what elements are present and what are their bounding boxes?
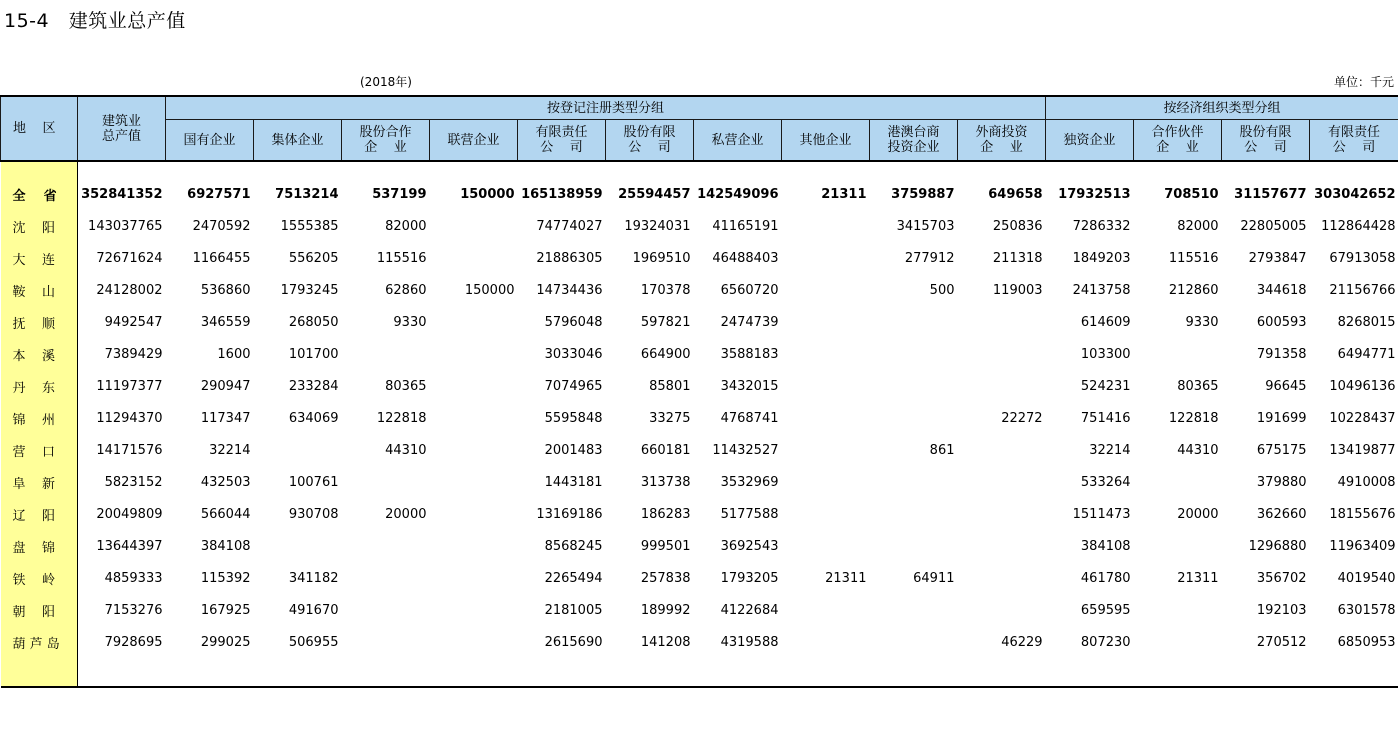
value-cell: 212860 xyxy=(1168,282,1219,298)
value-cell: 664900 xyxy=(640,346,691,362)
value-cell: 80365 xyxy=(1177,378,1219,394)
value-cell: 141208 xyxy=(640,634,691,650)
value-cell: 9330 xyxy=(393,314,427,330)
value-cell xyxy=(430,498,518,530)
region-name: 沈 阳 xyxy=(1,210,78,242)
value-cell: 72671624 xyxy=(96,250,163,266)
value-cell: 11432527 xyxy=(712,442,779,458)
value-cell: 524231 xyxy=(1080,378,1131,394)
value-cell: 2265494 xyxy=(544,570,603,586)
value-cell xyxy=(254,434,342,466)
value-cell xyxy=(1134,530,1222,562)
value-cell: 7513214 xyxy=(275,186,339,202)
value-cell: 491670 xyxy=(288,602,339,618)
value-cell xyxy=(342,562,430,594)
region-name: 辽 阳 xyxy=(1,498,78,530)
total-output-header: 建筑业 总产值 xyxy=(78,96,166,161)
value-cell xyxy=(254,530,342,562)
value-cell: 6927571 xyxy=(187,186,251,202)
value-cell: 675175 xyxy=(1256,442,1307,458)
value-cell: 930708 xyxy=(288,506,339,522)
value-cell: 67913058 xyxy=(1329,250,1396,266)
value-cell: 384108 xyxy=(200,538,251,554)
table-row xyxy=(1,466,1398,498)
value-cell: 461780 xyxy=(1080,570,1131,586)
value-cell: 5595848 xyxy=(544,410,603,426)
value-cell: 21886305 xyxy=(536,250,603,266)
value-cell: 46229 xyxy=(1001,634,1043,650)
value-cell xyxy=(430,370,518,402)
value-cell: 117347 xyxy=(200,410,251,426)
value-cell xyxy=(782,626,870,658)
value-cell xyxy=(430,562,518,594)
value-cell: 1969510 xyxy=(632,250,691,266)
value-cell: 566044 xyxy=(200,506,251,522)
value-cell: 861 xyxy=(929,442,955,458)
value-cell: 233284 xyxy=(288,378,339,394)
value-cell xyxy=(958,370,1046,402)
value-cell: 7928695 xyxy=(104,634,163,650)
value-cell xyxy=(1134,594,1222,626)
value-cell xyxy=(782,274,870,306)
region-name: 营 口 xyxy=(1,434,78,466)
registration-col-header: 联营企业 xyxy=(430,120,518,162)
value-cell: 74774027 xyxy=(536,218,603,234)
value-cell: 3692543 xyxy=(720,538,779,554)
value-cell: 62860 xyxy=(385,282,427,298)
value-cell: 313738 xyxy=(640,474,691,490)
economic-group-header: 按经济组织类型分组 xyxy=(1046,96,1398,120)
value-cell: 2474739 xyxy=(720,314,779,330)
year-note: (2018年) xyxy=(360,75,412,89)
value-cell: 1849203 xyxy=(1072,250,1131,266)
value-cell: 44310 xyxy=(1177,442,1219,458)
value-cell xyxy=(870,402,958,434)
value-cell xyxy=(870,530,958,562)
value-cell xyxy=(958,562,1046,594)
value-cell: 20049809 xyxy=(96,506,163,522)
table-row xyxy=(1,274,1398,306)
value-cell: 341182 xyxy=(288,570,339,586)
registration-col-header: 外商投资 企 业 xyxy=(958,120,1046,162)
value-cell: 32214 xyxy=(209,442,251,458)
value-cell: 2615690 xyxy=(544,634,603,650)
value-cell: 634069 xyxy=(288,410,339,426)
value-cell: 191699 xyxy=(1256,410,1307,426)
value-cell xyxy=(870,626,958,658)
value-cell xyxy=(782,242,870,274)
value-cell xyxy=(870,594,958,626)
value-cell: 268050 xyxy=(288,314,339,330)
value-cell: 186283 xyxy=(640,506,691,522)
registration-col-header: 其他企业 xyxy=(782,120,870,162)
value-cell: 3033046 xyxy=(544,346,603,362)
value-cell: 791358 xyxy=(1256,346,1307,362)
value-cell: 9330 xyxy=(1185,314,1219,330)
value-cell: 270512 xyxy=(1256,634,1307,650)
value-cell: 379880 xyxy=(1256,474,1307,490)
value-cell: 384108 xyxy=(1080,538,1131,554)
value-cell: 649658 xyxy=(988,186,1043,202)
value-cell: 119003 xyxy=(992,282,1043,298)
value-cell: 290947 xyxy=(200,378,251,394)
region-name: 全 省 xyxy=(1,178,78,210)
value-cell xyxy=(430,626,518,658)
value-cell xyxy=(782,402,870,434)
economic-col-header: 独资企业 xyxy=(1046,120,1134,162)
table-row xyxy=(1,242,1398,274)
value-cell: 3588183 xyxy=(720,346,779,362)
value-cell: 506955 xyxy=(288,634,339,650)
value-cell: 115516 xyxy=(1168,250,1219,266)
value-cell: 277912 xyxy=(904,250,955,266)
value-cell: 432503 xyxy=(200,474,251,490)
value-cell: 14734436 xyxy=(536,282,603,298)
value-cell: 3532969 xyxy=(720,474,779,490)
value-cell xyxy=(342,466,430,498)
value-cell: 659595 xyxy=(1080,602,1131,618)
region-name: 阜 新 xyxy=(1,466,78,498)
value-cell xyxy=(782,434,870,466)
region-name: 铁 岭 xyxy=(1,562,78,594)
spacer-row xyxy=(1,658,1398,687)
table-row xyxy=(1,306,1398,338)
registration-group-header: 按登记注册类型分组 xyxy=(166,96,1046,120)
value-cell: 22272 xyxy=(1001,410,1043,426)
value-cell: 170378 xyxy=(640,282,691,298)
value-cell: 1793245 xyxy=(280,282,339,298)
value-cell: 2413758 xyxy=(1072,282,1131,298)
value-cell: 1166455 xyxy=(192,250,251,266)
value-cell: 22805005 xyxy=(1240,218,1307,234)
value-cell: 21156766 xyxy=(1329,282,1396,298)
value-cell: 708510 xyxy=(1164,186,1219,202)
value-cell: 7074965 xyxy=(544,378,603,394)
value-cell: 352841352 xyxy=(81,186,163,202)
value-cell: 600593 xyxy=(1256,314,1307,330)
value-cell xyxy=(782,498,870,530)
spacer-row xyxy=(1,161,1398,178)
value-cell: 101700 xyxy=(288,346,339,362)
value-cell: 167925 xyxy=(200,602,251,618)
value-cell xyxy=(430,306,518,338)
value-cell: 346559 xyxy=(200,314,251,330)
value-cell: 6494771 xyxy=(1337,346,1396,362)
value-cell: 7153276 xyxy=(104,602,163,618)
value-cell: 142549096 xyxy=(697,186,779,202)
value-cell: 150000 xyxy=(460,186,515,202)
value-cell xyxy=(430,402,518,434)
value-cell: 362660 xyxy=(1256,506,1307,522)
value-cell xyxy=(342,594,430,626)
value-cell: 18155676 xyxy=(1329,506,1396,522)
value-cell: 10228437 xyxy=(1329,410,1396,426)
registration-col-header: 私营企业 xyxy=(694,120,782,162)
table-header xyxy=(1,96,1398,161)
value-cell: 21311 xyxy=(821,186,867,202)
value-cell: 115392 xyxy=(200,570,251,586)
region-name: 抚 顺 xyxy=(1,306,78,338)
value-cell: 537199 xyxy=(372,186,427,202)
value-cell xyxy=(958,594,1046,626)
value-cell: 82000 xyxy=(1177,218,1219,234)
value-cell: 13169186 xyxy=(536,506,603,522)
statistics-table xyxy=(0,95,1398,688)
table-row xyxy=(1,626,1398,658)
value-cell: 1555385 xyxy=(280,218,339,234)
table-row xyxy=(1,594,1398,626)
value-cell: 11294370 xyxy=(96,410,163,426)
value-cell: 189992 xyxy=(640,602,691,618)
value-cell: 143037765 xyxy=(88,218,163,234)
value-cell xyxy=(870,466,958,498)
value-cell: 21311 xyxy=(1177,570,1219,586)
region-name: 本 溪 xyxy=(1,338,78,370)
value-cell: 257838 xyxy=(640,570,691,586)
value-cell xyxy=(430,210,518,242)
registration-col-header: 国有企业 xyxy=(166,120,254,162)
value-cell: 1793205 xyxy=(720,570,779,586)
region-name: 大 连 xyxy=(1,242,78,274)
page-title: 15-4 建筑业总产值 xyxy=(4,10,186,32)
table-row xyxy=(1,562,1398,594)
value-cell: 4910008 xyxy=(1337,474,1396,490)
value-cell xyxy=(430,594,518,626)
value-cell xyxy=(430,466,518,498)
value-cell: 3415703 xyxy=(896,218,955,234)
value-cell: 4019540 xyxy=(1337,570,1396,586)
registration-col-header: 股份合作 企 业 xyxy=(342,120,430,162)
value-cell: 46488403 xyxy=(712,250,779,266)
value-cell: 4859333 xyxy=(104,570,163,586)
region-name: 锦 州 xyxy=(1,402,78,434)
value-cell: 5177588 xyxy=(720,506,779,522)
value-cell: 299025 xyxy=(200,634,251,650)
value-cell: 250836 xyxy=(992,218,1043,234)
unit-note: 单位：千元 xyxy=(1333,75,1394,89)
value-cell xyxy=(782,306,870,338)
region-header: 地 区 xyxy=(1,96,78,161)
table-row xyxy=(1,338,1398,370)
value-cell: 5823152 xyxy=(104,474,163,490)
value-cell: 751416 xyxy=(1080,410,1131,426)
value-cell: 192103 xyxy=(1256,602,1307,618)
value-cell: 533264 xyxy=(1080,474,1131,490)
economic-col-header: 合作伙伴 企 业 xyxy=(1134,120,1222,162)
value-cell: 41165191 xyxy=(712,218,779,234)
value-cell xyxy=(870,370,958,402)
subheader-row xyxy=(1,120,1398,162)
value-cell: 614609 xyxy=(1080,314,1131,330)
value-cell: 20000 xyxy=(385,506,427,522)
value-cell: 11197377 xyxy=(96,378,163,394)
value-cell xyxy=(958,466,1046,498)
value-cell: 11963409 xyxy=(1329,538,1396,554)
table-body xyxy=(1,161,1398,687)
value-cell: 807230 xyxy=(1080,634,1131,650)
registration-col-header: 集体企业 xyxy=(254,120,342,162)
table-row xyxy=(1,210,1398,242)
value-cell xyxy=(430,530,518,562)
value-cell: 356702 xyxy=(1256,570,1307,586)
value-cell: 7286332 xyxy=(1072,218,1131,234)
value-cell xyxy=(782,338,870,370)
value-cell: 8268015 xyxy=(1337,314,1396,330)
table-row xyxy=(1,530,1398,562)
value-cell: 80365 xyxy=(385,378,427,394)
value-cell: 597821 xyxy=(640,314,691,330)
value-cell: 536860 xyxy=(200,282,251,298)
region-name: 朝 阳 xyxy=(1,594,78,626)
value-cell: 5796048 xyxy=(544,314,603,330)
economic-col-header: 有限责任 公 司 xyxy=(1310,120,1398,162)
table-row xyxy=(1,178,1398,210)
value-cell xyxy=(1134,466,1222,498)
value-cell: 122818 xyxy=(376,410,427,426)
value-cell: 4122684 xyxy=(720,602,779,618)
value-cell xyxy=(782,530,870,562)
value-cell xyxy=(958,434,1046,466)
value-cell: 19324031 xyxy=(624,218,691,234)
value-cell: 999501 xyxy=(640,538,691,554)
value-cell xyxy=(958,498,1046,530)
value-cell: 4319588 xyxy=(720,634,779,650)
value-cell: 100761 xyxy=(288,474,339,490)
value-cell: 115516 xyxy=(376,250,427,266)
value-cell xyxy=(342,626,430,658)
value-cell: 6560720 xyxy=(720,282,779,298)
registration-col-header: 港澳台商 投资企业 xyxy=(870,120,958,162)
value-cell: 31157677 xyxy=(1234,186,1307,202)
value-cell: 1296880 xyxy=(1248,538,1307,554)
value-cell xyxy=(430,338,518,370)
registration-col-header: 有限责任 公 司 xyxy=(518,120,606,162)
value-cell: 44310 xyxy=(385,442,427,458)
region-name: 盘 锦 xyxy=(1,530,78,562)
value-cell: 82000 xyxy=(385,218,427,234)
value-cell xyxy=(1134,338,1222,370)
value-cell: 3432015 xyxy=(720,378,779,394)
value-cell: 21311 xyxy=(825,570,867,586)
value-cell: 3759887 xyxy=(891,186,955,202)
registration-col-header: 股份有限 公 司 xyxy=(606,120,694,162)
value-cell xyxy=(342,338,430,370)
value-cell: 24128002 xyxy=(96,282,163,298)
value-cell: 1600 xyxy=(217,346,251,362)
value-cell: 96645 xyxy=(1265,378,1307,394)
value-cell xyxy=(1134,626,1222,658)
value-cell: 660181 xyxy=(640,442,691,458)
region-name: 鞍 山 xyxy=(1,274,78,306)
value-cell xyxy=(782,210,870,242)
value-cell: 64911 xyxy=(913,570,955,586)
value-cell: 303042652 xyxy=(1314,186,1396,202)
value-cell: 344618 xyxy=(1256,282,1307,298)
region-name: 葫 芦 岛 xyxy=(1,626,78,658)
value-cell: 103300 xyxy=(1080,346,1131,362)
value-cell: 10496136 xyxy=(1329,378,1396,394)
value-cell: 112864428 xyxy=(1321,218,1396,234)
value-cell: 20000 xyxy=(1177,506,1219,522)
value-cell: 25594457 xyxy=(618,186,691,202)
value-cell xyxy=(870,306,958,338)
value-cell: 2181005 xyxy=(544,602,603,618)
value-cell xyxy=(782,370,870,402)
value-cell: 500 xyxy=(929,282,955,298)
value-cell xyxy=(782,466,870,498)
value-cell: 211318 xyxy=(992,250,1043,266)
table-row xyxy=(1,498,1398,530)
value-cell: 6301578 xyxy=(1337,602,1396,618)
value-cell: 6850953 xyxy=(1337,634,1396,650)
value-cell: 4768741 xyxy=(720,410,779,426)
table-row xyxy=(1,370,1398,402)
table-row xyxy=(1,402,1398,434)
value-cell: 556205 xyxy=(288,250,339,266)
value-cell xyxy=(870,338,958,370)
value-cell xyxy=(782,594,870,626)
economic-col-header: 股份有限 公 司 xyxy=(1222,120,1310,162)
value-cell: 85801 xyxy=(649,378,691,394)
value-cell: 1443181 xyxy=(544,474,603,490)
value-cell: 13644397 xyxy=(96,538,163,554)
value-cell: 122818 xyxy=(1168,410,1219,426)
value-cell xyxy=(870,498,958,530)
value-cell: 9492547 xyxy=(104,314,163,330)
value-cell xyxy=(342,530,430,562)
value-cell xyxy=(430,434,518,466)
value-cell: 2470592 xyxy=(192,218,251,234)
value-cell: 33275 xyxy=(649,410,691,426)
value-cell: 17932513 xyxy=(1058,186,1131,202)
value-cell xyxy=(958,530,1046,562)
value-cell: 7389429 xyxy=(104,346,163,362)
value-cell: 2793847 xyxy=(1248,250,1307,266)
value-cell: 165138959 xyxy=(521,186,603,202)
value-cell: 14171576 xyxy=(96,442,163,458)
value-cell xyxy=(430,242,518,274)
value-cell: 13419877 xyxy=(1329,442,1396,458)
value-cell: 32214 xyxy=(1089,442,1131,458)
value-cell: 8568245 xyxy=(544,538,603,554)
value-cell: 150000 xyxy=(464,282,515,298)
table-row xyxy=(1,434,1398,466)
region-name: 丹 东 xyxy=(1,370,78,402)
value-cell: 2001483 xyxy=(544,442,603,458)
value-cell xyxy=(958,306,1046,338)
value-cell xyxy=(958,338,1046,370)
value-cell: 1511473 xyxy=(1072,506,1131,522)
